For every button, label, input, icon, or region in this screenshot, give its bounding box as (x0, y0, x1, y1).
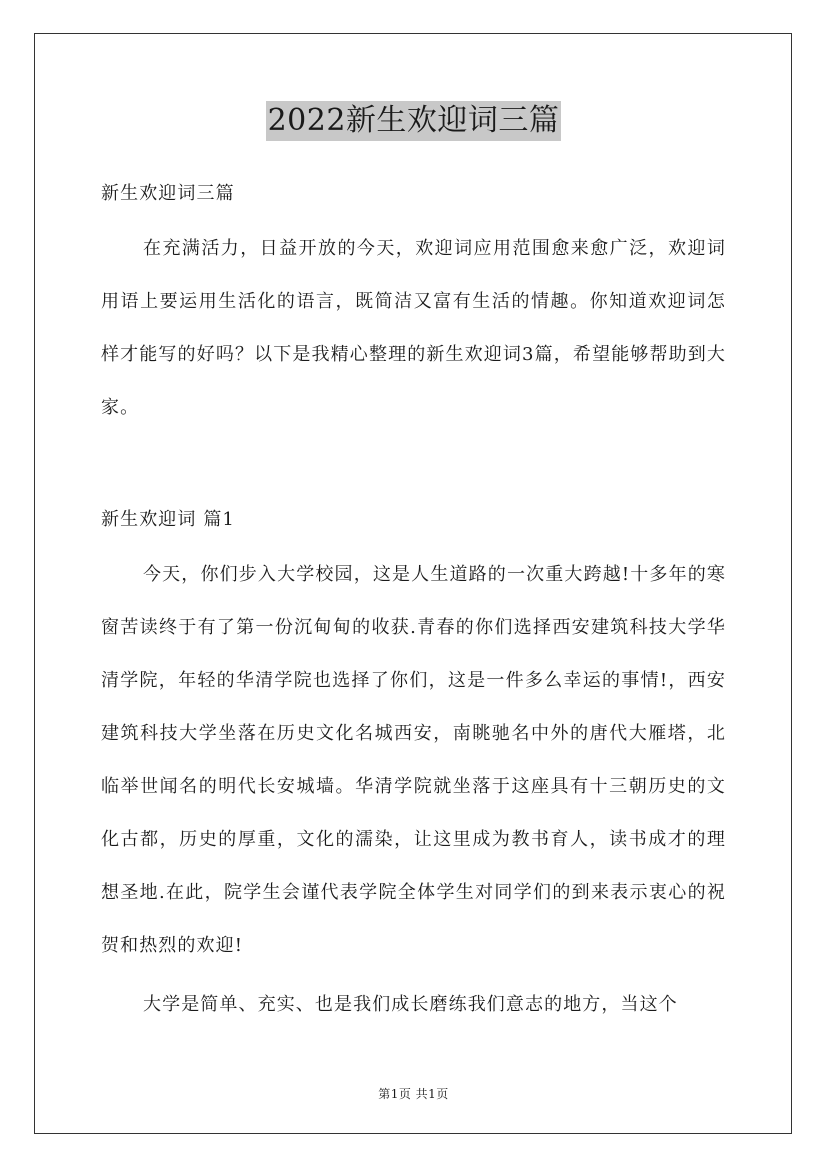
section-heading: 新生欢迎词三篇 (101, 183, 235, 204)
intro-paragraph: 在充满活力，日益开放的今天，欢迎词应用范围愈来愈广泛，欢迎词用语上要运用生活化的语言，既简洁又富有生活的情趣。你知道欢迎词怎样才能写的好吗？以下是我精心整理的新生欢迎词3篇，希望能够帮助到大家。 (101, 238, 726, 418)
document-title: 2022新生欢迎词三篇 (266, 101, 562, 141)
article-1-paragraph-1: 今天，你们步入大学校园，这是人生道路的一次重大跨越!十多年的寒窗苦读终于有了第一份沉甸甸的收获.青春的你们选择西安建筑科技大学华清学院，年轻的华清学院也选择了你们，这是一件多么幸运的事情!，西安建筑科技大学坐落在历史文化名城西安，南眺驰名中外的唐代大雁塔，北临举世闻名的明代长安城墙。华清学院就坐落于这座具有十三朝历史的文化古都，历史的厚重，文化的濡染，让这里成为教书育人，读书成才的理想圣地.在此，院学生会谨代表学院全体学生对同学们的到来表示衷心的祝贺和热烈的欢迎! (101, 564, 726, 956)
article-1-heading: 新生欢迎词 篇1 (101, 509, 235, 530)
article-1-paragraph-2: 大学是简单、充实、也是我们成长磨练我们意志的地方，当这个 (143, 994, 678, 1015)
page-footer: 第1页 共1页 (378, 1087, 449, 1101)
document-title-container (0, 101, 827, 141)
